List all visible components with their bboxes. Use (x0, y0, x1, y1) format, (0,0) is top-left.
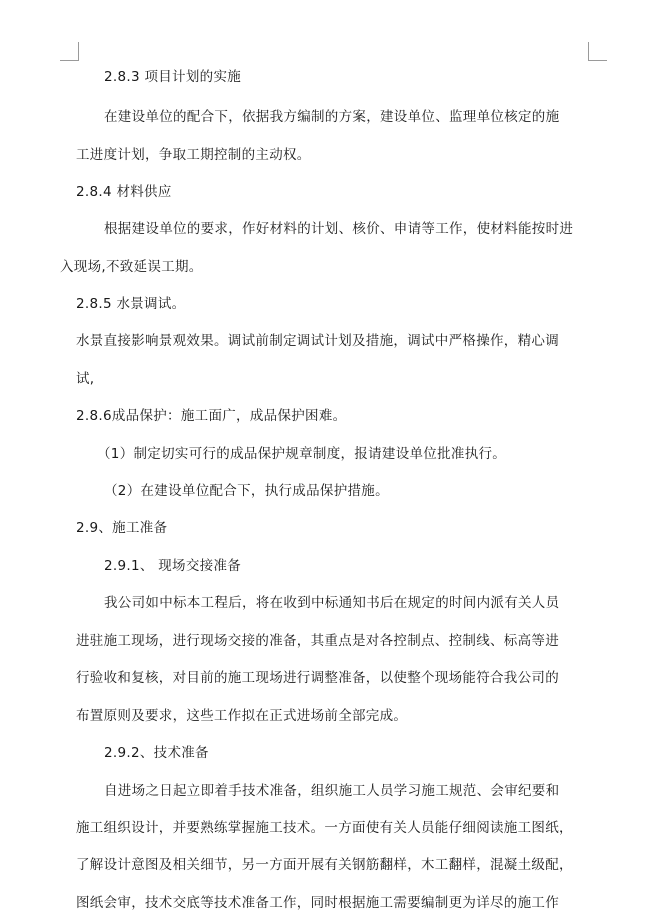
heading-2-8-3: 2.8.3 项目计划的实施 (104, 69, 242, 85)
paragraph-line: 施工组织设计，并要熟练掌握施工技术。一方面使有关人员能仔细阅读施工图纸， (76, 820, 573, 836)
paragraph-line: 入现场,不致延误工期。 (60, 259, 203, 275)
list-item-1: （1）制定切实可行的成品保护规章制度，报请建设单位批准执行。 (97, 446, 507, 462)
paragraph-line: 了解设计意图及相关细节，另一方面开展有关钢筋翻样，木工翻样，混凝土级配， (76, 857, 573, 873)
paragraph-line: 布置原则及要求，这些工作拟在正式进场前全部完成。 (76, 708, 408, 724)
paragraph-line: 自进场之日起立即着手技术准备，组织施工人员学习施工规范、会审纪要和 (104, 783, 560, 799)
heading-2-8-5: 2.8.5 水景调试。 (76, 296, 186, 312)
paragraph-line: 根据建设单位的要求，作好材料的计划、核价、申请等工作，使材料能按时进 (104, 221, 574, 237)
paragraph-line: 我公司如中标本工程后，将在收到中标通知书后在规定的时间内派有关人员 (104, 595, 560, 611)
heading-2-8-6: 2.8.6成品保护：施工面广，成品保护困难。 (76, 408, 347, 424)
heading-2-9: 2.9、施工准备 (76, 520, 168, 536)
paragraph-line: 在建设单位的配合下，依据我方编制的方案，建设单位、监理单位核定的施 (104, 109, 560, 125)
paragraph-line: 图纸会审，技术交底等技术准备工作，同时根据施工需要编制更为详尽的施工作 (76, 895, 559, 911)
paragraph-line: 行验收和复核，对目前的施工现场进行调整准备，以使整个现场能符合我公司的 (76, 670, 559, 686)
heading-2-9-1: 2.9.1、 现场交接准备 (104, 558, 242, 574)
heading-2-9-2: 2.9.2、技术准备 (104, 745, 209, 761)
paragraph-line: 工进度计划，争取工期控制的主动权。 (76, 147, 311, 163)
crop-mark-top-right (588, 42, 607, 61)
paragraph-line: 水景直接影响景观效果。调试前制定调试计划及措施，调试中严格操作，精心调 (76, 333, 559, 349)
paragraph-line: 试, (76, 371, 95, 387)
heading-2-8-4: 2.8.4 材料供应 (76, 184, 172, 200)
list-item-2: （2）在建设单位配合下，执行成品保护措施。 (104, 483, 389, 499)
paragraph-line: 进驻施工现场，进行现场交接的准备，其重点是对各控制点、控制线、标高等进 (76, 633, 559, 649)
crop-mark-top-left (60, 42, 79, 61)
